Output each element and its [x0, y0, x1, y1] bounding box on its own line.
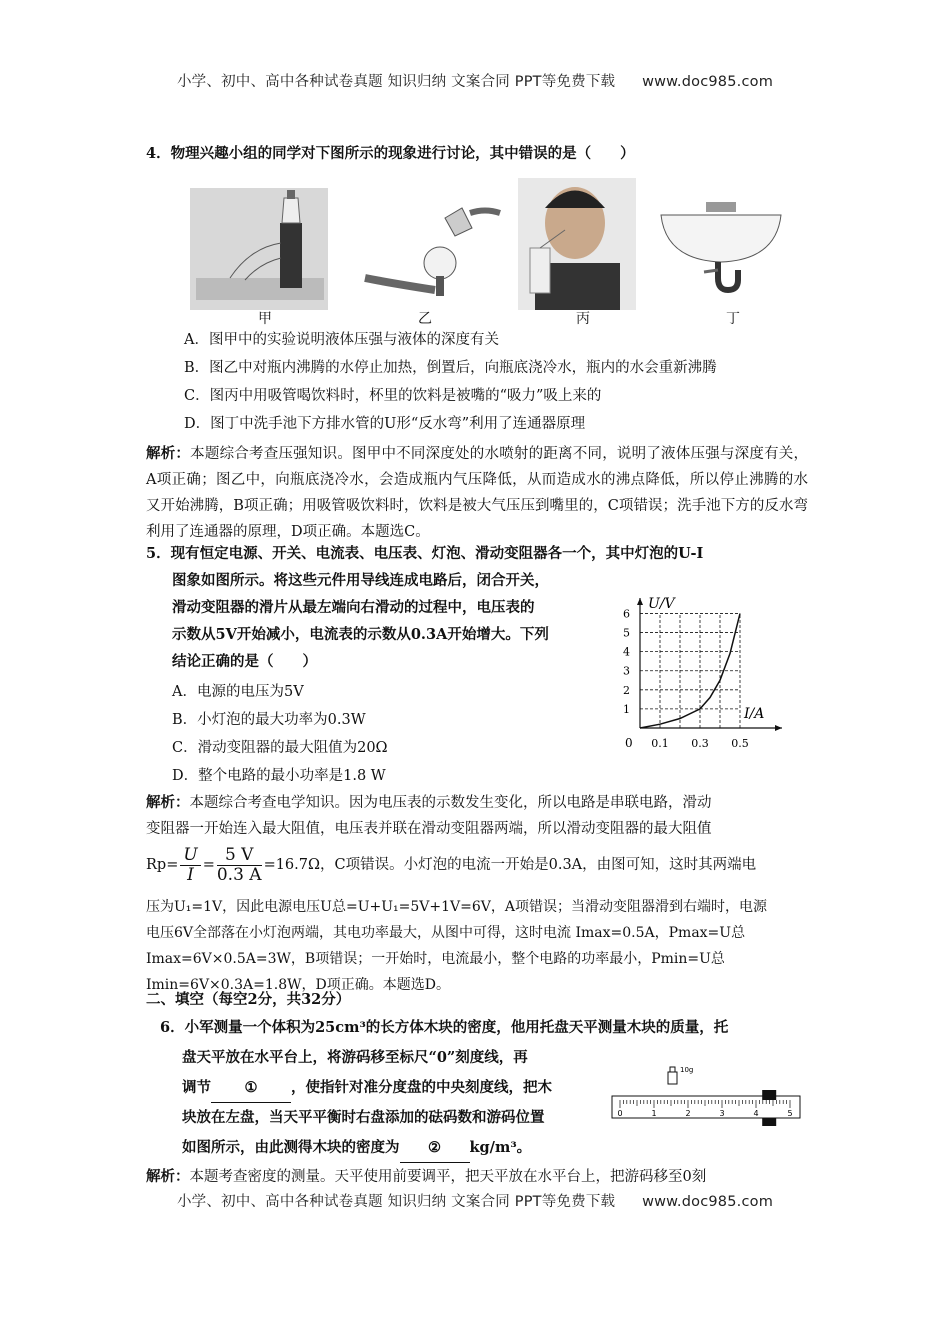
footer-url[interactable]: www.doc985.com [642, 1194, 774, 1210]
scale-label-3: 3 [719, 1109, 725, 1118]
q5-analysis-line5: 电压6V全部落在小灯泡两端，其电功率最大，从图中可得，这时电流 Imax=0.5A，Pmax=U总 [146, 925, 746, 941]
caption-ding: 丁 [726, 311, 740, 327]
frac1-den: I [187, 864, 194, 885]
q4-figures [190, 168, 645, 318]
q5-analysis-line2: 变阻器一开始连入最大阻值，电压表并联在滑动变阻器两端，所以滑动变阻器的最大阻值 [146, 821, 712, 837]
header-text: 小学、初中、高中各种试卷真题 知识归纳 文案合同 PPT等免费下载 [176, 74, 616, 90]
q5-analysis-line6: Imax=6V×0.5A=3W，B项错误；一开始时，电流最小，整个电路的功率最小，Pmin=U总 [146, 951, 725, 967]
y-tick-5: 5 [623, 626, 630, 640]
frac2-num: 5 V [217, 846, 262, 866]
q6-line1: 6．小军测量一个体积为25cm³的长方体木块的密度，他用托盘天平测量木块的质量，托 [160, 1019, 729, 1036]
q4-option-d: D．图丁中洗手池下方排水管的U形“反水弯”利用了连通器原理 [184, 416, 586, 432]
rider-top [762, 1090, 776, 1100]
q6-analysis-text: 本题考查密度的测量。天平使用前要调平，把天平放在水平台上，把游码移至0刻 [189, 1169, 707, 1185]
q5-option-d: D．整个电路的最小功率是1.8 W [172, 768, 386, 784]
section2-title: 二、填空（每空2分，共32分） [146, 991, 351, 1008]
y-axis-arrow [637, 598, 643, 605]
q6-line5b: kg/m³。 [469, 1139, 532, 1156]
y-axis-label: U/V [648, 596, 675, 612]
q4-analysis-text: 本题综合考查压强知识。图甲中不同深度处的水喷射的距离不同，说明了液体压强与深度有关，A项正确；图乙中，向瓶底浇冷水，会造成瓶内气压降低，从而造成水的沸点降低，所以停止沸腾的水又开始沸腾，B项正确；用吸管吸饮料时，饮料是被大气压压到嘴里的，C项错误；洗手池下方的反水弯利用了连通器的原理，D项正确。本题选C。 [146, 446, 809, 540]
figure-jia [190, 188, 328, 310]
caption-bing: 丙 [576, 311, 590, 327]
q5-stem-line4: 示数从5V开始减小，电流表的示数从0.3A开始增大。下列 [172, 626, 549, 643]
q6-line4: 块放在左盘，当天平平衡时右盘添加的砝码数和游码位置 [182, 1109, 545, 1126]
weight-10g [668, 1066, 693, 1084]
blank-1[interactable]: ① [211, 1074, 291, 1103]
q4-analysis [146, 441, 808, 545]
frac-u-over-i [180, 846, 200, 885]
q4-option-c: C．图丙中用吸管喝饮料时，杯里的饮料是被嘴的“吸力”吸上来的 [184, 388, 602, 404]
q6-line5 [182, 1134, 531, 1163]
header-url[interactable]: www.doc985.com [642, 74, 774, 90]
y-tick-3: 3 [623, 664, 630, 678]
caption-yi: 乙 [418, 311, 432, 327]
x-axis-arrow [775, 725, 782, 731]
x-tick-0.3: 0.3 [691, 737, 709, 750]
weight-label: 10g [680, 1066, 694, 1074]
q5-stem-line3: 滑动变阻器的滑片从最左端向右滑动的过程中，电压表的 [172, 599, 535, 616]
q5-analysis-text1: 本题综合考查电学知识。因为电压表的示数发生变化，所以电路是串联电路，滑动 [189, 795, 712, 811]
x-tick-0.1: 0.1 [651, 737, 669, 750]
formula-prefix: Rp= [146, 857, 179, 873]
page-footer [0, 1190, 950, 1211]
q5-analysis-label: 解析： [146, 794, 190, 811]
q6-line5a: 如图所示，由此测得木块的密度为 [182, 1139, 400, 1156]
q6-analysis [146, 1164, 808, 1190]
x-tick-0.5: 0.5 [731, 737, 749, 750]
q4-option-b: B．图乙中对瓶内沸腾的水停止加热，倒置后，向瓶底浇冷水，瓶内的水会重新沸腾 [184, 360, 717, 376]
scale-label-5: 5 [787, 1109, 793, 1118]
scale-label-2: 2 [685, 1109, 691, 1118]
q5-analysis-line7: Imin=6V×0.3A=1.8W，D项正确。本题选D。 [146, 977, 450, 993]
q5-option-b: B．小灯泡的最大功率为0.3W [172, 712, 366, 728]
figure-yi [365, 208, 500, 296]
page-header [0, 70, 950, 91]
q5-stem-line1: 5．现有恒定电源、开关、电流表、电压表、灯泡、滑动变阻器各一个，其中灯泡的U-I [146, 545, 704, 562]
q6-line3b: ，使指针对准分度盘的中央刻度线，把木 [291, 1079, 552, 1096]
balance-figure [608, 1062, 804, 1130]
footer-text: 小学、初中、高中各种试卷真题 知识归纳 文案合同 PPT等免费下载 [176, 1194, 616, 1210]
frac1-num: U [180, 846, 200, 866]
blank-2[interactable]: ② [400, 1134, 470, 1163]
scale-label-0: 0 [617, 1109, 623, 1118]
q4-option-a: A．图甲中的实验说明液体压强与液体的深度有关 [184, 332, 499, 348]
q5-stem-line5: 结论正确的是（ ） [172, 653, 317, 670]
x-axis-label: I/A [744, 706, 765, 722]
figure-bing [518, 178, 636, 310]
q5-option-a: A．电源的电压为5V [172, 684, 304, 700]
scale-label-4: 4 [753, 1109, 759, 1118]
y-tick-1: 1 [623, 702, 630, 716]
q6-analysis-label: 解析： [146, 1168, 190, 1185]
frac2-den: 0.3 A [216, 864, 262, 885]
q5-option-c: C．滑动变阻器的最大阻值为20Ω [172, 740, 388, 756]
y-tick-2: 2 [623, 683, 630, 697]
figure-ding [656, 190, 786, 310]
q6-line3 [182, 1074, 552, 1103]
q5-analysis-line1 [146, 790, 808, 816]
rider-bottom [762, 1118, 776, 1126]
q5-analysis-line4: 压为U₁=1V，因此电源电压U总=U+U₁=5V+1V=6V，A项错误；当滑动变阻器滑到右端时，电源 [146, 899, 767, 915]
frac-5v-over-03a [217, 846, 262, 885]
y-tick-4: 4 [623, 645, 630, 659]
origin-label: 0 [625, 736, 633, 750]
q5-stem-line2: 图象如图所示。将这些元件用导线连成电路后，闭合开关， [172, 572, 549, 589]
q5-formula-line: Rp= $\frac{U}{I}$ = $\frac{5 V}{0.3 A}$ =16.7Ω，C项错误。小灯泡的电流一开始是0.3A，由图可知，这时其两端电 [146, 844, 757, 885]
ui-chart [612, 588, 792, 753]
scale-label-1: 1 [651, 1109, 657, 1118]
formula-rest: =16.7Ω，C项错误。小灯泡的电流一开始是0.3A，由图可知，这时其两端电 [263, 857, 757, 873]
y-tick-6: 6 [623, 607, 630, 621]
q6-line3a: 调节 [182, 1079, 211, 1096]
q4-stem: 4．物理兴趣小组的同学对下图所示的现象进行讨论，其中错误的是（ ） [146, 145, 635, 162]
caption-jia: 甲 [258, 311, 272, 327]
q6-line2: 盘天平放在水平台上，将游码移至标尺“0”刻度线，再 [182, 1049, 528, 1066]
q4-analysis-label: 解析： [146, 445, 191, 462]
